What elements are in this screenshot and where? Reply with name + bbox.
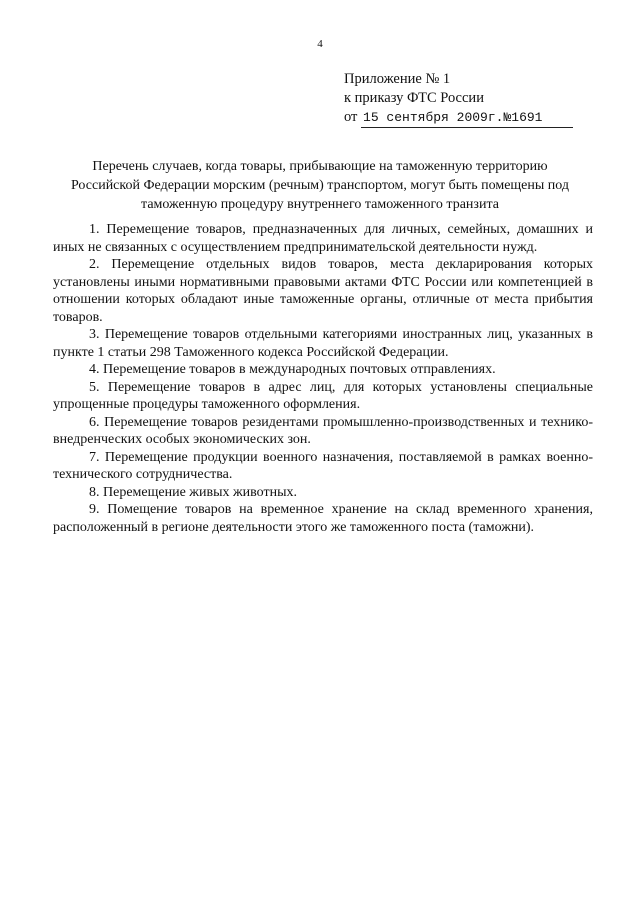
list-item: 1. Перемещение товаров, предназначенных для личных, семейных, домашних и иных не связанных с осуществлением предпринимательской деятельности нужд.: [53, 222, 593, 255]
appendix-title: Приложение № 1: [344, 71, 451, 87]
list-item: 4. Перемещение товаров в международных почтовых отправлениях.: [89, 362, 496, 377]
list-item: 8. Перемещение живых животных.: [89, 484, 297, 500]
page-number: 4: [317, 38, 323, 50]
list-item: 9. Помещение товаров на временное хранение на склад временного хранения, расположенный в регионе деятельности этого же таможенного поста (таможни).: [53, 502, 593, 535]
list-item: 2. Перемещение отдельных видов товаров, места декларирования которых установлены иными нормативными правовыми актами ФТС России или компетенцией в отношении которых обладают иные таможенные органы, отличные от места прибытия товаров.: [53, 257, 593, 325]
date-stamp: [361, 108, 573, 128]
list-item: 6. Перемещение товаров резидентами промышленно-производственных и технико-внедренческих особых экономических зон.: [53, 414, 593, 447]
appendix-header: [344, 70, 573, 128]
list-item: 5. Перемещение товаров в адрес лиц, для которых установлены специальные упрощенные процедуры таможенного оформления.: [53, 379, 593, 412]
order-number: №1691: [503, 110, 543, 125]
date-prefix: от: [344, 109, 358, 125]
list-item: 3. Перемещение товаров отдельными категориями иностранных лиц, указанных в пункте 1 статьи 298 Таможенного кодекса Российской Федерации.: [53, 327, 593, 360]
date-value: 15 сентября 2009г.: [363, 110, 504, 125]
document-title: Перечень случаев, когда товары, прибывающие на таможенную территорию Российской Федерации морским (речным) транспортом, могут быть помещены под таможенную процедуру внутреннего таможенного транзита: [70, 159, 570, 212]
appendix-date-line: [344, 108, 573, 128]
appendix-order-ref: к приказу ФТС России: [344, 90, 484, 106]
cases-list: [53, 221, 593, 536]
list-item: 7. Перемещение продукции военного назначения, поставляемой в рамках военно-технического сотрудничества.: [53, 449, 593, 482]
